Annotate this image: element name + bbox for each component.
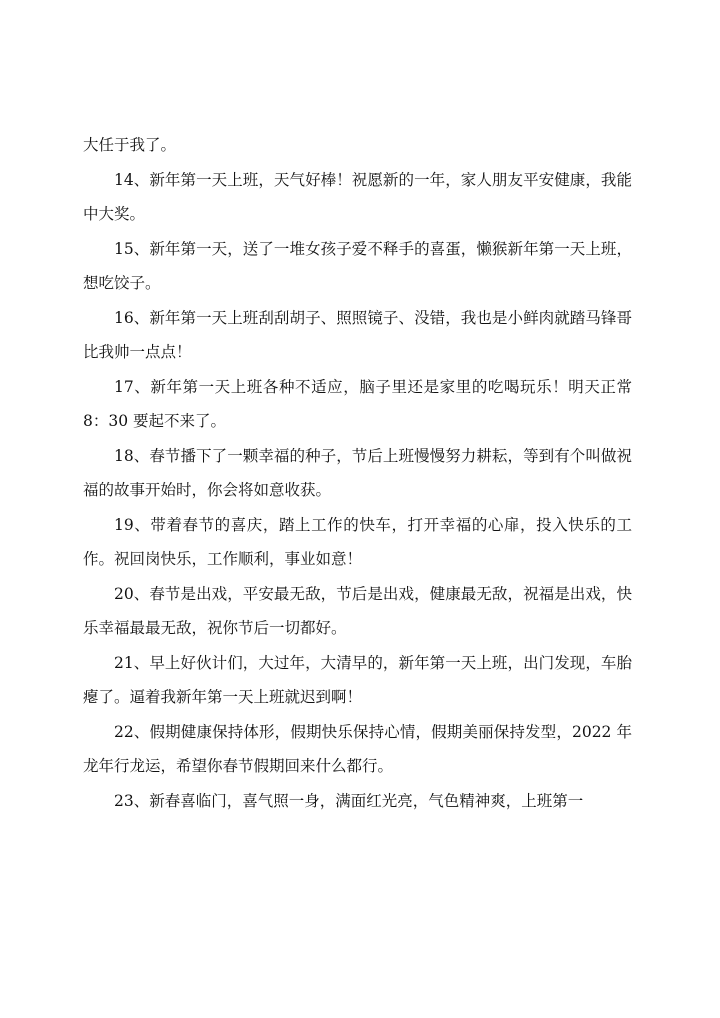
paragraph-16: 16、新年第一天上班刮刮胡子、照照镜子、没错，我也是小鲜肉就踏马锋哥比我帅一点点！ [83,308,632,361]
paragraph-15: 15、新年第一天，送了一堆女孩子爱不释手的喜蛋，懒猴新年第一天上班，想吃饺子。 [83,239,632,292]
paragraph-23: 23、新春喜临门，喜气照一身，满面红光亮，气色精神爽，上班第一 [114,791,584,810]
paragraph-continuation: 大任于我了。 [83,136,177,154]
paragraph-21: 21、早上好伙计们，大过年，大清早的，新年第一天上班，出门发现，车胎瘪了。逼着我新年第一天上班就迟到啊！ [83,653,632,706]
paragraph-14: 14、新年第一天上班，天气好棒！祝愿新的一年，家人朋友平安健康，我能中大奖。 [83,170,632,223]
paragraph-17: 17、新年第一天上班各种不适应，脑子里还是家里的吃喝玩乐！明天正常 8：30 要起不来了。 [83,377,632,430]
paragraph-20: 20、春节是出戏，平安最无敌，节后是出戏，健康最无敌，祝福是出戏，快乐幸福最最无敌，祝你节后一切都好。 [83,584,632,637]
paragraph-19: 19、带着春节的喜庆，踏上工作的快车，打开幸福的心扉，投入快乐的工作。祝回岗快乐，工作顺利，事业如意！ [83,515,632,568]
document-body [83,128,632,818]
paragraph-18: 18、春节播下了一颗幸福的种子，节后上班慢慢努力耕耘，等到有个叫做祝福的故事开始时，你会将如意收获。 [83,446,632,499]
paragraph-22: 22、假期健康保持体形，假期快乐保持心情，假期美丽保持发型，2022 年龙年行龙运，希望你春节假期回来什么都行。 [83,722,632,775]
